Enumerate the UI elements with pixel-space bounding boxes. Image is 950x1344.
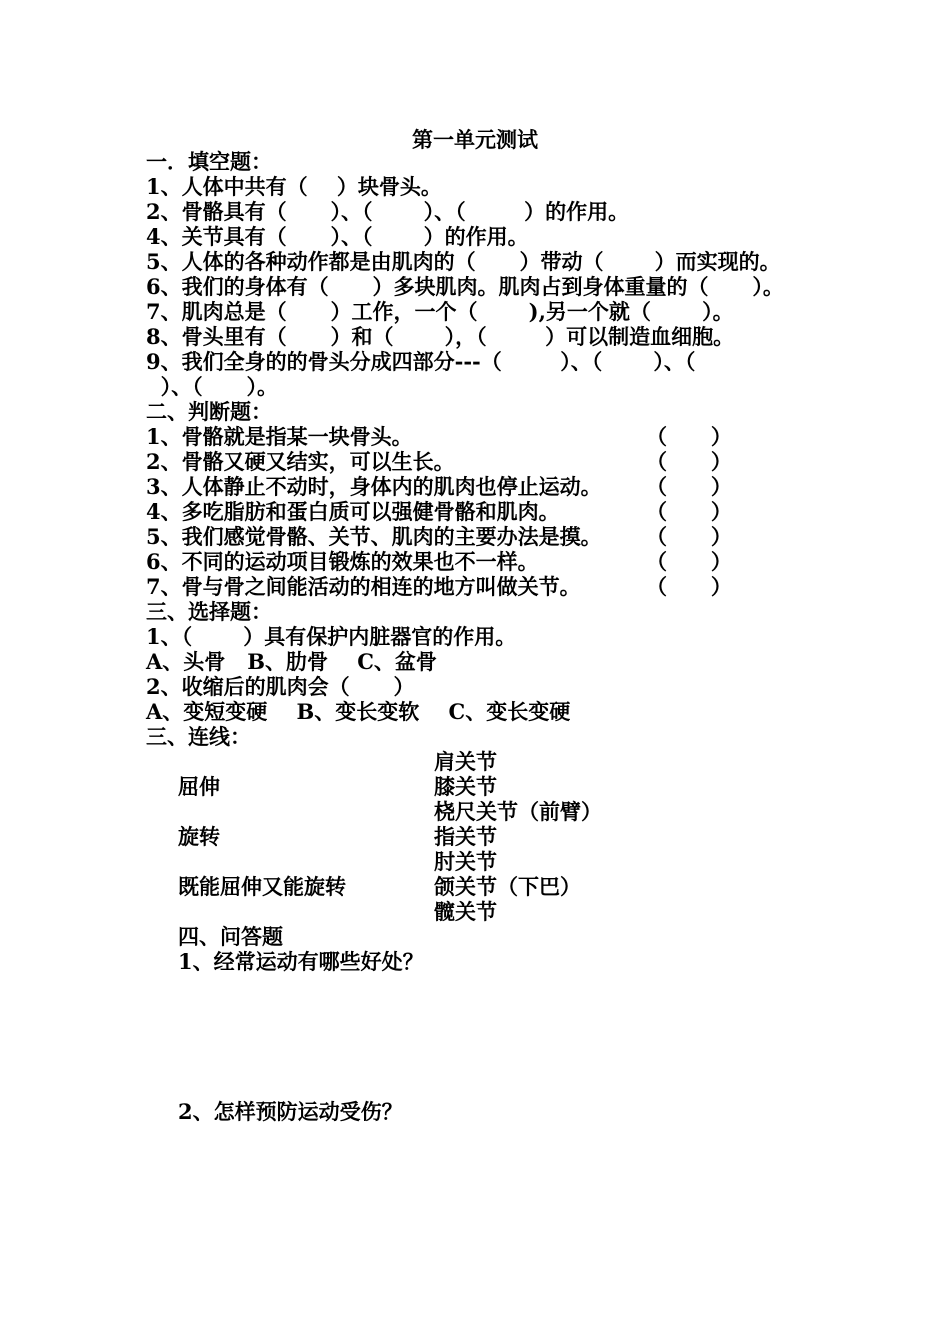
judge-answer-4: （ ） xyxy=(646,499,732,524)
judge-item-3: 3、人体静止不动时，身体内的肌肉也停止运动。 xyxy=(146,474,602,499)
match-right-item: 桡尺关节（前臂） xyxy=(434,799,602,824)
fill-question-9-line2: ）、（ ）。 xyxy=(146,374,278,399)
fill-question-2: 2、骨骼具有（ ）、（ ）、（ ）的作用。 xyxy=(146,199,630,224)
judge-item-1: 1、骨骼就是指某一块骨头。 xyxy=(146,424,413,449)
fill-question-9-line1: 9、我们全身的的骨头分成四部分---（ ）、（ ）、（ xyxy=(146,349,696,374)
fill-question-8: 8、骨头里有（ ）和（ ），（ ）可以制造血细胞。 xyxy=(146,324,735,349)
match-right-item: 髋关节 xyxy=(434,899,497,924)
match-right-item: 膝关节 xyxy=(434,774,497,799)
fill-question-6: 6、我们的身体有（ ）多块肌肉。肌肉占到身体重量的（ ）。 xyxy=(146,274,784,299)
match-right-item: 颌关节（下巴） xyxy=(434,874,581,899)
judge-answer-6: （ ） xyxy=(646,549,732,574)
fill-question-5: 5、人体的各种动作都是由肌肉的（ ）带动（ ）而实现的。 xyxy=(146,249,781,274)
qa-question-2: 2、怎样预防运动受伤？ xyxy=(178,1099,403,1124)
match-left-item: 既能屈伸又能旋转 xyxy=(178,874,346,899)
fill-question-4: 4、关节具有（ ）、（ ）的作用。 xyxy=(146,224,529,249)
judge-answer-1: （ ） xyxy=(646,424,732,449)
fill-heading: 一．填空题： xyxy=(146,149,272,174)
match-right-item: 肩关节 xyxy=(434,749,497,774)
judge-answer-5: （ ） xyxy=(646,524,732,549)
judge-item-7: 7、骨与骨之间能活动的相连的地方叫做关节。 xyxy=(146,574,581,599)
judge-heading: 二、判断题： xyxy=(146,399,272,424)
match-right-item: 指关节 xyxy=(434,824,497,849)
choice-question-2-options: A、变短变硬 B、变长变软 C、变长变硬 xyxy=(146,699,571,724)
match-right-item: 肘关节 xyxy=(434,849,497,874)
judge-answer-3: （ ） xyxy=(646,474,732,499)
judge-answer-2: （ ） xyxy=(646,449,732,474)
match-left-item: 屈伸 xyxy=(178,774,220,799)
qa-heading: 四、问答题 xyxy=(178,924,283,949)
match-left-item: 旋转 xyxy=(178,824,220,849)
choice-heading: 三、选择题： xyxy=(146,599,272,624)
fill-question-7: 7、肌肉总是（ ）工作，一个（ ),另一个就（ ）。 xyxy=(146,299,734,324)
choice-question-2: 2、收缩后的肌肉会（ ） xyxy=(146,674,415,699)
page-title: 第一单元测试 xyxy=(412,127,538,152)
judge-answer-7: （ ） xyxy=(646,574,732,599)
fill-question-1: 1、人体中共有（ ）块骨头。 xyxy=(146,174,442,199)
match-heading: 三、连线： xyxy=(146,724,251,749)
judge-item-5: 5、我们感觉骨骼、关节、肌肉的主要办法是摸。 xyxy=(146,524,602,549)
qa-question-1: 1、经常运动有哪些好处？ xyxy=(178,949,424,974)
judge-item-4: 4、多吃脂肪和蛋白质可以强健骨骼和肌肉。 xyxy=(146,499,560,524)
choice-question-1-options: A、头骨 B、肋骨 C、盆骨 xyxy=(146,649,437,674)
judge-item-2: 2、骨骼又硬又结实，可以生长。 xyxy=(146,449,455,474)
judge-item-6: 6、不同的运动项目锻炼的效果也不一样。 xyxy=(146,549,539,574)
choice-question-1: 1、（ ）具有保护内脏器官的作用。 xyxy=(146,624,517,649)
